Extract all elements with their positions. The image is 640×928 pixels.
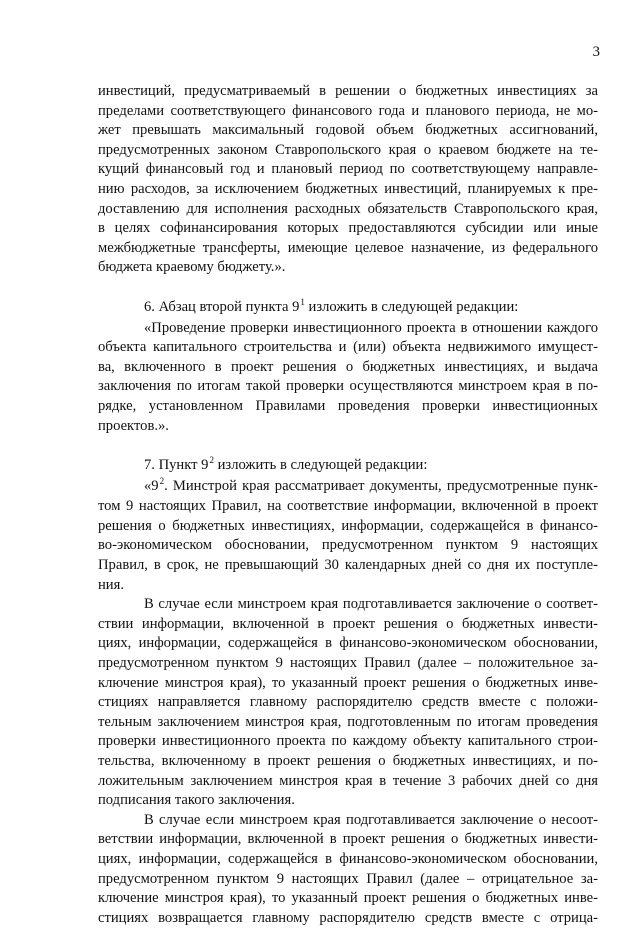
text-line: решения о бюджетных инвестициях, информации, содержащейся в финансо- bbox=[98, 517, 598, 534]
text-line: ствии информации, включенной в проект решения о бюджетных инвести- bbox=[98, 615, 598, 632]
text-line: тельным заключением минстроя края, подготовленным по итогам проведения bbox=[98, 713, 598, 730]
text-line: инвестиций, предусматриваемый в решении о бюджетных инвестициях за bbox=[98, 83, 598, 99]
paragraph-gap bbox=[98, 436, 598, 456]
text-line: бюджета краевому бюджету.». bbox=[98, 259, 286, 276]
text-line: межбюджетные трансферты, имеющие целевое назначение, из федерального bbox=[98, 239, 598, 256]
text-line: предусмотренных законом Ставропольского края о краевом бюджете на те- bbox=[98, 141, 598, 158]
text-line: ния. bbox=[98, 576, 124, 593]
text-line: ключение минстроя края), то указанный проект решения о бюджетных инве- bbox=[98, 674, 598, 691]
text-line: доставлению для исполнения расходных обязательств Ставропольского края, bbox=[98, 200, 598, 217]
text-line: жет превышать максимальный годовой объем бюджетных ассигнований, bbox=[98, 122, 598, 139]
paragraph-positive-conclusion bbox=[98, 595, 598, 811]
paragraph-gap bbox=[98, 278, 598, 298]
text-line: проектов.». bbox=[98, 417, 169, 434]
text-line: стициях возвращается главному распорядителю средств вместе с отрица- bbox=[98, 909, 598, 926]
document-body bbox=[98, 82, 598, 928]
paragraph-item-7 bbox=[98, 456, 598, 595]
text-line: нию расходов, за исключением бюджетных инвестиций, планируемых к пре- bbox=[98, 180, 598, 197]
text-line: ветствии информации, включенной в проект решения о бюджетных инвести- bbox=[98, 831, 598, 848]
text-line: объекта капитального строительства и (или) объекта недвижимого имущест- bbox=[98, 339, 598, 356]
text-line: том 9 настоящих Правил, на соответствие информации, включенной в проект bbox=[98, 498, 598, 515]
text-line: предусмотренном пунктом 9 настоящих Правил (далее – отрицательное за- bbox=[98, 870, 598, 887]
text-line: В случае если минстроем края подготавливается заключение о соответ- bbox=[144, 596, 598, 613]
text-line: пределами соответствующего финансового года и планового периода, не мо- bbox=[98, 102, 598, 119]
text-line: «$9^2$. Минстрой края рассматривает документы, предусмотренные пунк- bbox=[144, 475, 598, 494]
text-line: стициях направляется главному распорядителю средств вместе с положи- bbox=[98, 694, 598, 711]
text-line: циях, информации, содержащейся в финансово-экономическом обосновании, bbox=[98, 635, 598, 652]
paragraph-budget-investments bbox=[98, 82, 598, 278]
text-line: ложительным заключением минстроя края в течение 3 рабочих дней со дня bbox=[98, 772, 598, 789]
text-line: во-экономическом обосновании, предусмотренном пунктом 9 настоящих bbox=[98, 537, 598, 554]
item-7-heading: 7. Пункт $9^2$ изложить в следующей редакции: bbox=[144, 455, 428, 474]
text-line: подписания такого заключения. bbox=[98, 792, 295, 809]
text-line: кущий финансовый год и плановый период по соответствующему направле- bbox=[98, 161, 598, 178]
paragraph-item-6 bbox=[98, 298, 598, 436]
text-line: предусмотренном пунктом 9 настоящих Правил (далее – положительное за- bbox=[98, 655, 598, 672]
text-line: заключения по итогам такой проверки осуществляются минстроем края в по- bbox=[98, 378, 598, 395]
text-line: «Проведение проверки инвестиционного проекта в отношении каждого bbox=[144, 319, 598, 336]
text-line: циях, информации, содержащейся в финансово-экономическом обосновании, bbox=[98, 850, 598, 867]
text-line: тельства, включенному в проект решения о бюджетных инвестициях, и по- bbox=[98, 753, 598, 769]
item-6-heading: 6. Абзац второй пункта $9^1$ изложить в следующей редакции: bbox=[144, 296, 519, 315]
paragraph-negative-conclusion bbox=[98, 811, 598, 928]
text-line: ва, включенного в проект решения о бюджетных инвестициях, и выдача bbox=[98, 358, 598, 375]
text-line: Правил, в срок, не превышающий 30 календарных дней со дня их поступле- bbox=[98, 557, 598, 574]
text-line: проверки инвестиционного проекта по каждому объекту капитального строи- bbox=[98, 733, 598, 750]
page-number: 3 bbox=[592, 44, 600, 60]
text-line: в целях софинансирования которых предоставляются субсидии или иные bbox=[98, 220, 598, 237]
text-line: ключение минстроя края), то указанный проект решения о бюджетных инве- bbox=[98, 890, 598, 907]
text-line: рядке, установленном Правилами проведения проверки инвестиционных bbox=[98, 397, 598, 414]
text-line: В случае если минстроем края подготавливается заключение о несоот- bbox=[144, 811, 598, 828]
